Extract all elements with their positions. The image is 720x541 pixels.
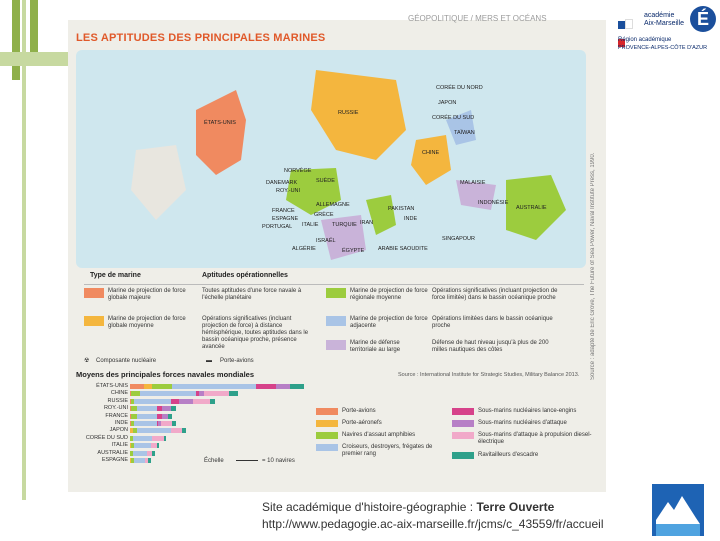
map-label-australia: AUSTRALIE (516, 205, 547, 211)
forces-bar-segment (276, 384, 290, 389)
map-label-italy: ITALIE (302, 222, 319, 228)
forces-bar-segment (210, 399, 216, 404)
forces-legend-swatch-6 (452, 432, 474, 439)
forces-bar-segment (161, 421, 172, 426)
map-label-france: FRANCE (272, 208, 295, 214)
forces-bar-segment (171, 406, 177, 411)
legend-type-3: Marine de projection de force régionale moyenne (350, 288, 428, 301)
logo-line-2: Aix-Marseille (644, 20, 685, 27)
forces-legend-swatch-3 (316, 444, 338, 451)
forces-country-10: ESPAGNE (101, 457, 128, 463)
map-label-malaysia: MALAISIE (460, 180, 486, 186)
forces-legend-3: Croiseurs, destroyers, frégates de premier rang (342, 444, 433, 457)
forces-bar-segment (134, 443, 151, 448)
footer-url[interactable]: http://www.pedagogie.ac-aix-marseille.fr/jcms/c_43559/fr/accueil (262, 517, 604, 531)
legend-nuclear: Composante nucléaire (96, 358, 157, 364)
legend-aptitude-3: Opérations significatives (incluant projection de force limitée) dans le bassin océanique proche (432, 288, 558, 301)
caption-prefix: Site académique d'histoire-géographie : (262, 500, 477, 514)
forces-bar-segment (179, 399, 193, 404)
map-label-iran: IRAN (360, 220, 374, 226)
forces-legend-swatch-1 (316, 420, 338, 427)
forces-country-9: AUSTRALIE (97, 449, 128, 456)
footer-caption (262, 500, 554, 514)
forces-legend-swatch-2 (316, 432, 338, 439)
forces-bar-segment (134, 399, 170, 404)
forces-bar-segment (172, 384, 256, 389)
map-label-usa: ÉTATS-UNIS (204, 120, 236, 126)
forces-legend-swatch-7 (452, 452, 474, 459)
forces-bar-row (130, 406, 176, 411)
document-title: LES APTITUDES DES PRINCIPALES MARINES (76, 32, 326, 44)
forces-bar-segment (171, 399, 179, 404)
legend-aptitude-4: Opérations limitées dans le bassin océanique proche (432, 316, 553, 329)
forces-country-0: ÉTATS-UNIS (96, 383, 128, 389)
vertical-source-text: Source : adapté de Eric Grove, The Future of Sea Power, Naval Institute Press, 1990. (590, 152, 596, 380)
forces-bar-row (130, 428, 186, 433)
slide-accent-bar-vertical (12, 0, 20, 80)
map-label-spain: ESPAGNE (272, 216, 299, 222)
world-map-svg (76, 50, 586, 268)
forces-bar-row (130, 391, 238, 396)
forces-country-7: CORÉE DU SUD (85, 434, 128, 441)
legend-type-5: Marine de défense territoriale au large (350, 340, 401, 353)
forces-bar-segment (140, 391, 196, 396)
forces-country-3: ROY.-UNI (103, 405, 128, 412)
forces-bar-segment (130, 384, 144, 389)
scale-label: Échelle (204, 458, 224, 464)
forces-legend-1: Porte-aéronefs (342, 420, 382, 426)
forces-source: Source : International Institute for Strategic Studies, Military Balance 2013. (398, 372, 580, 378)
legend-type-1: Marine de projection de force globale majeure (108, 288, 186, 301)
region-south-america (131, 145, 186, 220)
forces-bar-segment (137, 414, 157, 419)
slide-accent-line-2 (22, 0, 26, 500)
forces-bar-row (130, 458, 151, 463)
forces-bar-row (130, 421, 176, 426)
legend (76, 272, 596, 372)
forces-bar-row (130, 384, 304, 389)
map-label-russia: RUSSIE (338, 110, 359, 116)
forces-bar-segment (133, 436, 153, 441)
forces-legend-swatch-4 (452, 408, 474, 415)
forces-bar-segment (152, 451, 155, 456)
region-china (411, 135, 451, 185)
forces-legend-4: Sous-marins nucléaires lance-engins (478, 408, 577, 414)
forces-country-5: INDE (114, 420, 128, 426)
map-label-turkey: TURQUIE (332, 222, 357, 228)
legend-type-4: Marine de projection de force adjacente (350, 316, 428, 329)
forces-bar-segment (148, 458, 151, 463)
logo-line-1: académie (644, 12, 675, 19)
forces-bar-segment (182, 428, 186, 433)
slide-accent-line (0, 52, 68, 66)
forces-bar-row (130, 399, 215, 404)
legend-swatch-regionale (326, 288, 346, 298)
legend-swatch-adjacente (326, 316, 346, 326)
map-label-singapore: SINGAPOUR (442, 236, 476, 242)
faded-header-text: GÉOPOLITIQUE / MERS ET OCÉANS (408, 14, 547, 23)
french-flag-icon (618, 16, 638, 24)
forces-legend-6: Sous-marins d'attaque à propulsion diesel-électrique (478, 432, 592, 445)
map-label-egypt: ÉGYPTE (342, 248, 365, 254)
forces-legend-swatch-5 (452, 420, 474, 427)
world-map (76, 50, 586, 268)
forces-bar-segment (164, 436, 167, 441)
map-label-taiwan: TAÏWAN (454, 130, 475, 136)
forces-bar-segment (137, 428, 171, 433)
forces-bar-row (130, 443, 159, 448)
legend-swatch-globale-moyenne (84, 316, 104, 326)
forces-legend-0: Porte-avions (342, 408, 376, 414)
forces-bar-segment (134, 421, 156, 426)
map-label-portugal: PORTUGAL (262, 224, 293, 230)
terre-ouverte-logo (652, 484, 704, 536)
forces-country-6: JAPON (109, 427, 128, 434)
map-label-china: CHINE (422, 150, 440, 156)
legend-divider (84, 284, 584, 285)
map-label-india: INDE (404, 216, 418, 222)
forces-country-4: FRANCE (105, 412, 128, 419)
map-label-sweden: SUÈDE (316, 178, 335, 184)
map-label-norway: NORVÈGE (284, 168, 312, 174)
forces-bar-segment (171, 428, 182, 433)
forces-legend-swatch-0 (316, 408, 338, 415)
forces-country-2: RUSSIE (107, 397, 128, 404)
forces-legend-7: Ravitailleurs d'escadre (478, 452, 539, 458)
forces-country-1: CHINE (110, 390, 128, 397)
mountain-icon (652, 484, 704, 536)
map-label-uk: ROY.-UNI (276, 188, 301, 194)
forces-bar-segment (229, 391, 237, 396)
legend-aptitude-header: Aptitudes opérationnelles (202, 272, 288, 279)
legend-swatch-globale-majeure (84, 288, 104, 298)
nuclear-icon: ☢ (84, 358, 90, 364)
forces-bar-segment (152, 384, 172, 389)
logo-line-3: Région académique (618, 37, 672, 43)
forces-legend-2: Navires d'assaut amphibies (342, 432, 416, 438)
legend-type-2: Marine de projection de force globale moyenne (108, 316, 186, 329)
academy-logo (608, 4, 720, 58)
forces-bar-segment (133, 451, 147, 456)
forces-bar-segment (157, 443, 160, 448)
academy-e-icon: É (690, 6, 716, 32)
legend-type-header: Type de marine (90, 272, 141, 279)
map-label-saudi-arabia: ARABIE SAOUDITE (378, 246, 428, 252)
region-russia (311, 70, 406, 160)
forces-bar-segment (290, 384, 304, 389)
logo-line-4: PROVENCE-ALPES-CÔTE D'AZUR (618, 45, 708, 51)
forces-bar-segment (152, 436, 163, 441)
map-label-denmark: DANEMARK (266, 180, 298, 186)
forces-title: Moyens des principales forces navales mondiales (76, 370, 254, 379)
forces-bar-row (130, 451, 155, 456)
region-usa (196, 90, 246, 175)
legend-aptitude-2: Opérations significatives (incluant projection de force) à distance hémisphérique, toutes aptitudes dans le bassin océanique proche, présence avancée (202, 316, 309, 350)
map-label-algeria: ALGÉRIE (292, 246, 316, 252)
caption-site-name: Terre Ouverte (476, 500, 555, 514)
legend-aptitude-1: Toutes aptitudes d'une force navale à l'échelle planétaire (202, 288, 302, 301)
map-document-image (68, 14, 606, 492)
scale-bar (236, 460, 258, 461)
forces-bar-row (130, 414, 172, 419)
map-label-israel: ISRAËL (316, 238, 336, 244)
map-label-south-korea: CORÉE DU SUD (432, 115, 475, 121)
forces-country-8: ITALIE (111, 442, 128, 449)
forces-bar-segment (204, 391, 229, 396)
forces-bar-segment (137, 406, 157, 411)
carrier-icon: ▬ (206, 358, 212, 364)
map-label-japan: JAPON (438, 100, 457, 106)
legend-aptitude-5: Défense de haut niveau jusqu'à plus de 200 milles nautiques des côtes (432, 340, 549, 353)
forces-bar-segment (168, 414, 172, 419)
forces-legend-5: Sous-marins nucléaires d'attaque (478, 420, 567, 426)
legend-carrier: Porte-avions (220, 358, 254, 364)
forces-bar-segment (144, 384, 152, 389)
region-india (366, 195, 396, 235)
forces-bar-segment (131, 391, 139, 396)
map-label-north-korea: CORÉE DU NORD (436, 85, 483, 91)
scale-value: = 10 navires (262, 458, 295, 464)
map-label-germany: ALLEMAGNE (316, 202, 350, 208)
map-label-pakistan: PAKISTAN (388, 206, 415, 212)
forces-bar-segment (162, 406, 170, 411)
map-label-greece: GRÈCE (314, 212, 334, 218)
legend-swatch-defense (326, 340, 346, 350)
forces-bar-segment (172, 421, 176, 426)
map-label-indonesia: INDONÉSIE (478, 200, 509, 206)
forces-bar-segment (193, 399, 210, 404)
forces-bar-row (130, 436, 166, 441)
forces-bar-segment (256, 384, 276, 389)
forces-bar-segment (134, 458, 145, 463)
